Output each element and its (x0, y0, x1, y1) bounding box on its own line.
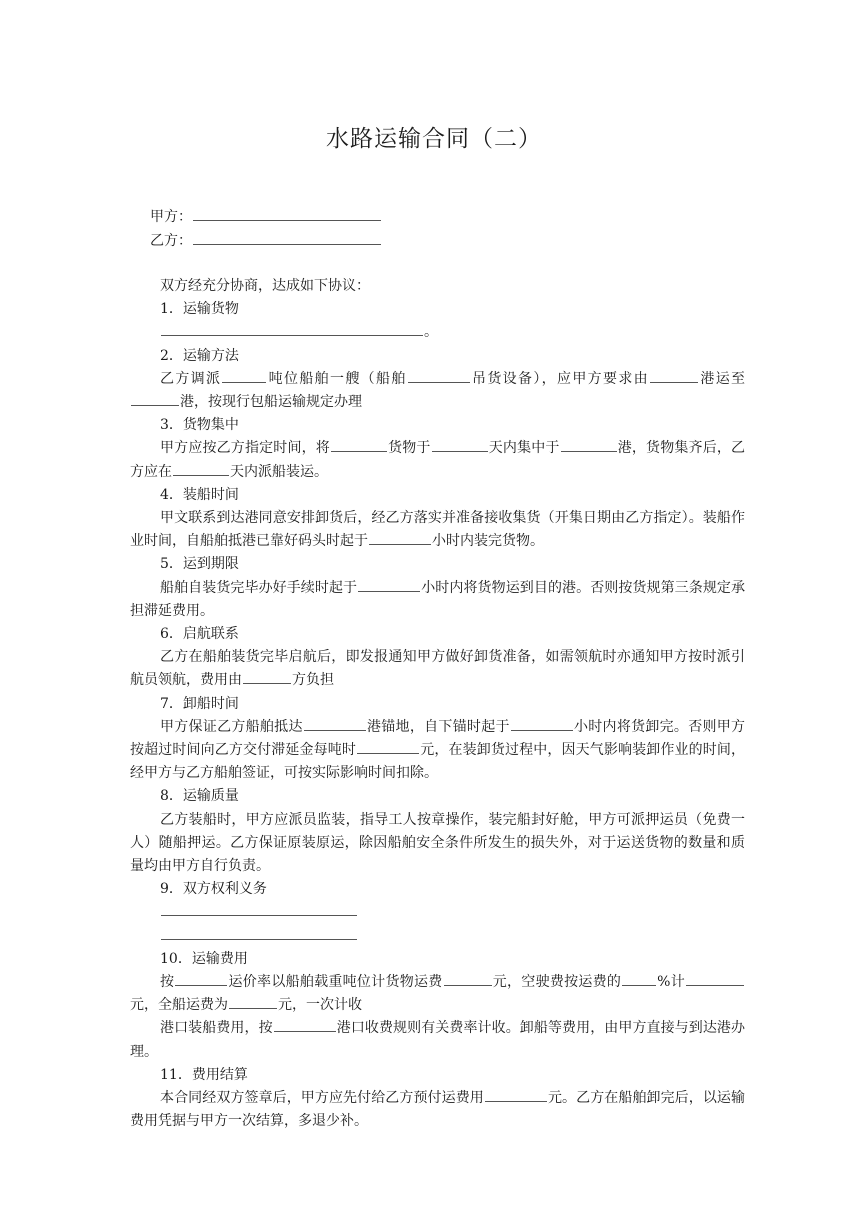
section-2-body: 乙方调派 吨位船舶一艘（船舶 吊货设备），应甲方要求由 港运至港，按现行包船运输规定办理 (130, 368, 745, 414)
ship-days-blank[interactable] (173, 461, 229, 476)
section-9-line-2 (130, 925, 745, 948)
party-b-blank[interactable] (193, 230, 381, 245)
ship-blank[interactable] (408, 368, 470, 383)
unloading-hours-blank[interactable] (511, 716, 573, 731)
contract-body (130, 275, 745, 1133)
tonnage-blank[interactable] (222, 368, 266, 383)
transit-hours-blank[interactable] (358, 577, 420, 592)
cargo-blank[interactable] (161, 321, 423, 336)
section-3-heading: 3．货物集中 (160, 417, 239, 434)
section-4-body: 甲文联系到达港同意安排卸货后，经乙方落实并准备接收集货（开集日期由乙方指定）。装船作业时间，自船舶抵港已靠好码头时起于 小时内装完货物。 (130, 510, 745, 550)
section-1-body: 。 (130, 321, 745, 344)
page-title: 水路运输合同（二） (326, 126, 542, 152)
section-7-heading: 7．卸船时间 (160, 695, 239, 712)
intro-text: 双方经充分协商，达成如下协议： (160, 278, 370, 294)
section-3-body: 甲方应按乙方指定时间，将 货物于 天内集中于 港，货物集齐后，乙方应在 天内派船装运。 (130, 437, 745, 483)
section-1-heading: 1．运输货物 (160, 301, 239, 318)
gather-port-blank[interactable] (561, 437, 617, 452)
party-b-line (150, 230, 382, 251)
section-6-heading: 6．启航联系 (160, 626, 239, 643)
section-11-body: 本合同经双方签章后，甲方应先付给乙方预付运费用 元。乙方在船舶卸完后，以运输费用凭据与甲方一次结算，多退少补。 (130, 1087, 745, 1133)
rights-blank-2[interactable] (161, 925, 357, 940)
freight-blank[interactable] (444, 971, 492, 986)
party-a-line (150, 206, 382, 227)
port-fee-blank[interactable] (274, 1017, 336, 1032)
total-freight-blank[interactable] (229, 994, 277, 1009)
section-7-body: 甲方保证乙方船舶抵达 港锚地，自下锚时起于 小时内将货卸完。否则甲方按超过时间向乙方交付滞延金每吨时 元，在装卸货过程中，因天气影响装卸作业的时间，经甲方与乙方船舶签证，可按实际影响时间扣除。 (130, 716, 745, 786)
rate-blank[interactable] (175, 971, 227, 986)
prepaid-freight-blank[interactable] (485, 1087, 547, 1102)
section-6-body: 乙方在船舶装货完毕启航后，即发报通知甲方做好卸货准备，如需领航时亦通知甲方按时派引航员领航，费用由 方负担 (130, 649, 745, 689)
days-blank[interactable] (432, 437, 488, 452)
section-5-body: 船舶自装货完毕办好手续时起于 小时内将货物运到目的港。否则按货规第三条规定承担滞延费用。 (130, 577, 745, 623)
section-11-heading: 11．费用结算 (160, 1066, 248, 1083)
loading-hours-blank[interactable] (369, 530, 431, 545)
empty-run-fee-blank[interactable] (686, 971, 744, 986)
party-a-label: 甲方： (150, 209, 192, 225)
demurrage-blank[interactable] (357, 739, 419, 754)
section-2-heading: 2．运输方法 (160, 347, 239, 364)
section-4-heading: 4．装船时间 (160, 486, 239, 503)
rights-blank-1[interactable] (161, 901, 357, 916)
party-a-blank[interactable] (193, 206, 381, 221)
origin-port-blank[interactable] (650, 368, 698, 383)
party-b-label: 乙方： (150, 233, 192, 249)
section-10-heading: 10．运输费用 (160, 950, 248, 967)
section-10-body-1: 按 运价率以船舶载重吨位计货物运费 元，空驶费按运费的 %计元，全船运费为 元，一次计收 (130, 971, 745, 1017)
anchorage-port-blank[interactable] (304, 716, 366, 731)
fee-party-blank[interactable] (243, 669, 291, 684)
goods-blank[interactable] (331, 437, 387, 452)
section-9-line-1 (130, 901, 745, 924)
section-9-heading: 9．双方权利义务 (160, 881, 267, 898)
percent-blank[interactable] (622, 971, 656, 986)
section-8-heading: 8．运输质量 (160, 788, 239, 805)
destination-port-blank[interactable] (131, 391, 179, 406)
section-5-heading: 5．运到期限 (160, 556, 239, 573)
section-8-body: 乙方装船时，甲方应派员监装，指导工人按章操作，装完船封好舱，甲方可派押运员（免费一人）随船押运。乙方保证原装原运，除因船舶安全条件所发生的损失外，对于运送货物的数量和质量均由甲方自行负责。 (130, 811, 745, 875)
section-10-body-2: 港口装船费用，按 港口收费规则有关费率计收。卸船等费用，由甲方直接与到达港办理。 (130, 1017, 745, 1063)
